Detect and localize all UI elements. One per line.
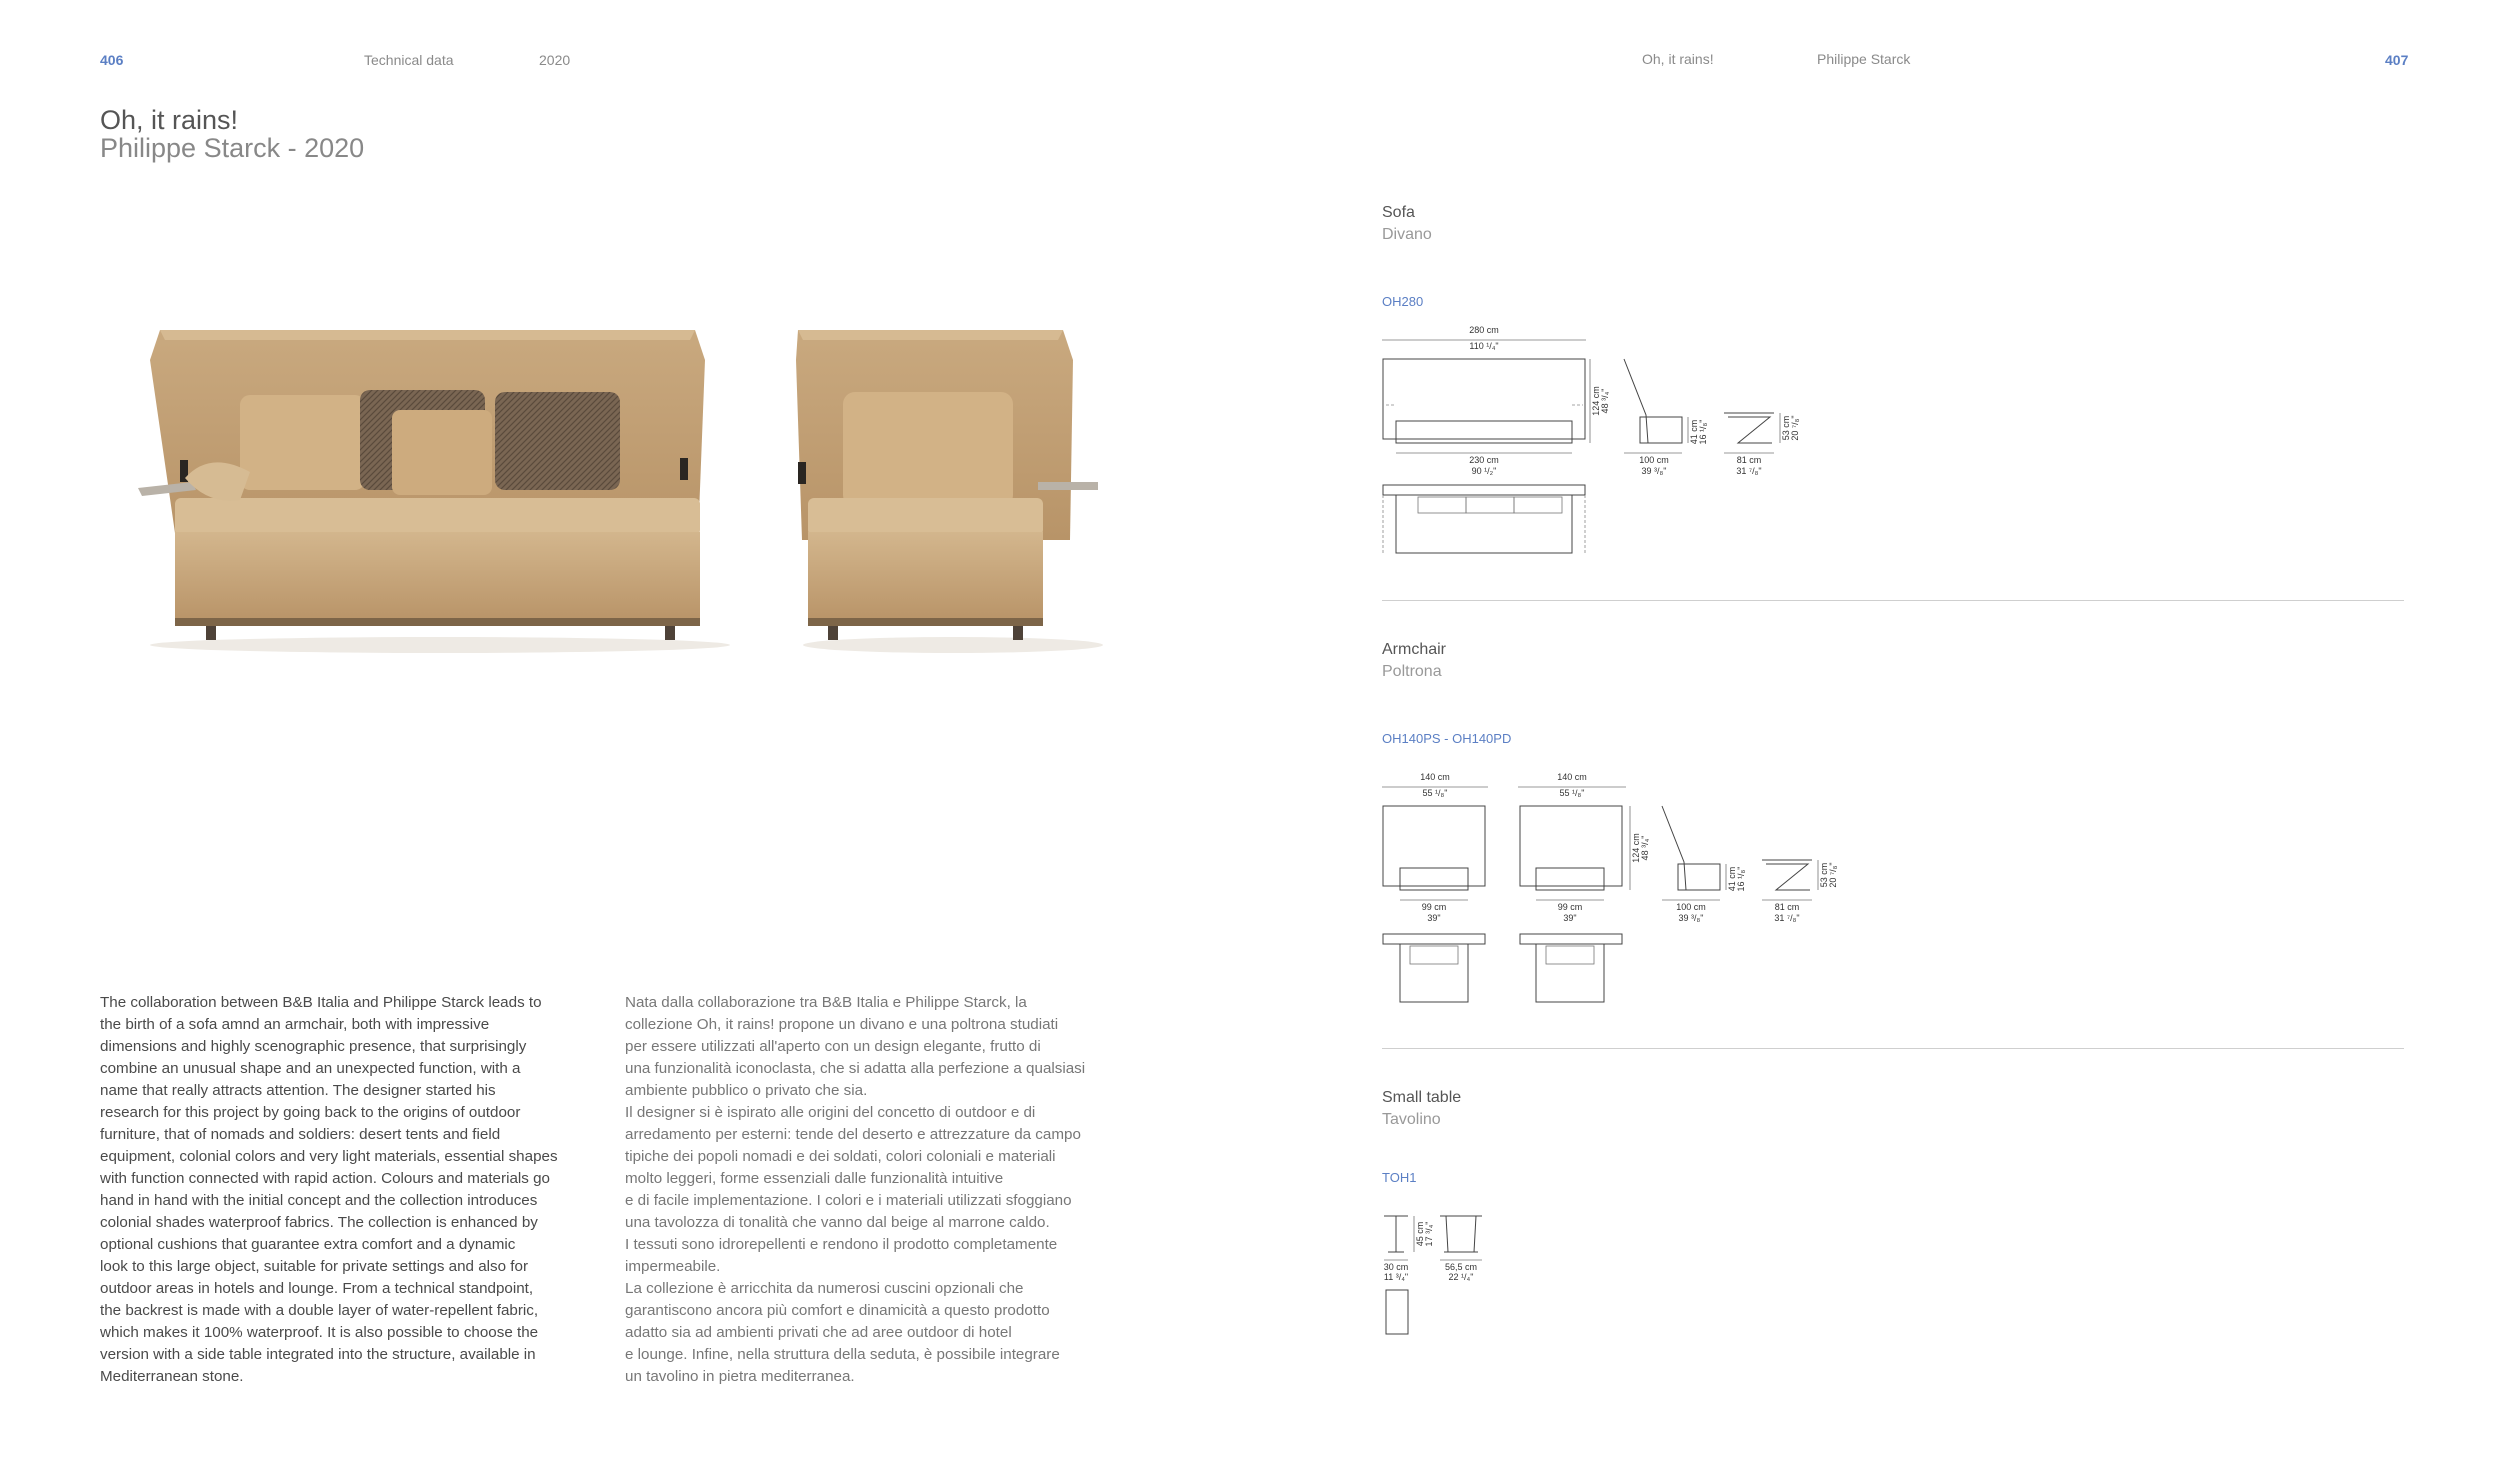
page-subtitle: Philippe Starck - 2020	[100, 133, 365, 163]
dim-label: 39 ³/₈"	[1678, 913, 1704, 923]
dim-label: 55 ¹/₈"	[1559, 788, 1585, 798]
section-title-sofa: Sofa	[1382, 204, 1415, 221]
dim-label: 20 ⁷/₈"	[1790, 415, 1800, 441]
section-title-small-table: Small table	[1382, 1089, 1462, 1106]
dim-label: 124 cm	[1591, 386, 1601, 416]
product-code-sofa: OH280	[1382, 294, 1424, 309]
section-subtitle-armchair: Poltrona	[1382, 663, 1442, 680]
dim-label: 124 cm	[1631, 833, 1641, 863]
dim-label: 41 cm	[1689, 419, 1699, 445]
page-number-left: 406	[100, 52, 124, 68]
dim-label: 90 ¹/₂"	[1471, 466, 1497, 476]
dim-label: 39"	[1563, 913, 1577, 923]
header-year: 2020	[539, 52, 571, 68]
section-subtitle-small-table: Tavolino	[1382, 1111, 1441, 1128]
dim-label: 16 ¹/₈"	[1736, 866, 1746, 892]
page-title: Oh, it rains!	[100, 105, 239, 135]
dim-label: 11 ³/₄"	[1383, 1272, 1409, 1282]
dim-label: 140 cm	[1420, 772, 1450, 782]
dim-label: 16 ¹/₈"	[1698, 419, 1708, 445]
dim-label: 81 cm	[1736, 455, 1762, 465]
section-divider	[1382, 1048, 2404, 1049]
dim-label: 100 cm	[1676, 902, 1706, 912]
sofa-technical-drawing	[1378, 325, 1838, 560]
running-header-left: Technical data	[364, 52, 454, 68]
dim-label: 99 cm	[1557, 902, 1583, 912]
dim-label: 55 ¹/₈"	[1422, 788, 1448, 798]
running-header-right: Oh, it rains!	[1642, 51, 1714, 67]
dim-label: 45 cm	[1415, 1221, 1425, 1247]
description-english: The collaboration between B&B Italia and Philippe Starck leads to the birth of a sofa amnd an armchair, both with impressive dimensions and highly scenographic presence, that surprisingly combine an unusual shape and an unexpected function, with a name that really attracts attention. The designer started his research for this project by going back to the origins of outdoor furniture, that of nomads and soldiers: desert tents and field equipment, colonial colors and very light materials, essential shapes with function connected with rapid action. Colours and materials go hand in hand with the initial concept and the collection introduces colonial shades waterproof fabrics. The collection is enhanced by optional cushions that guarantee extra comfort and a dynamic look to this large object, suitable for private settings and also for outdoor areas in hotels and lounge. From a technical standpoint, the backrest is made with a double layer of water-repellent fabric, which makes it 100% waterproof. It is also possible to choose the version with a side table integrated into the structure, available in Mediterranean stone.	[100, 994, 558, 1385]
dim-label: 56,5 cm	[1444, 1262, 1478, 1272]
dim-label: 48 ³/₄"	[1600, 388, 1610, 414]
dim-label: 81 cm	[1774, 902, 1800, 912]
dim-label: 31 ⁷/₈"	[1774, 913, 1800, 923]
product-code-armchair: OH140PS - OH140PD	[1382, 731, 1512, 746]
dim-label: 39 ³/₈"	[1641, 466, 1667, 476]
dim-label: 17 ³/₄"	[1424, 1221, 1434, 1247]
armchair-photo	[788, 300, 1118, 660]
dim-label: 99 cm	[1421, 902, 1447, 912]
dim-label: 22 ¹/₄"	[1448, 1272, 1474, 1282]
dim-label: 30 cm	[1383, 1262, 1409, 1272]
dim-label: 41 cm	[1727, 866, 1737, 892]
description-italian: Nata dalla collaborazione tra B&B Italia e Philippe Starck, la collezione Oh, it rains! propone un divano e una poltrona studiati per essere utilizzati all'aperto con un design elegante, frutto di una funzionalità iconoclasta, che si adatta alla perfezione a qualsiasi ambiente pubblico o privato che sia. Il designer si è ispirato alle origini del concetto di outdoor e di arredamento per esterni: tende del deserto e attrezzature da campo tipiche dei popoli nomadi e dei soldati, colori coloniali e materiali molto leggeri, forme essenziali dalle funzionalità intuitive e di facile implementazione. I colori e i materiali utilizzati sfoggiano una tavolozza di tonalità che vanno dal beige al marrone caldo. I tessuti sono idrorepellenti e rendono il prodotto completamente impermeabile. La collezione è arricchita da numerosi cuscini opzionali che garantiscono ancora più comfort e dinamicità a questo prodotto adatto sia ad ambienti privati che ad aree outdoor di hotel e lounge. Infine, nella struttura della seduta, è possibile integrare un tavolino in pietra mediterranea.	[625, 994, 1086, 1385]
sofa-photo	[120, 300, 760, 660]
dim-label: 31 ⁷/₈"	[1736, 466, 1762, 476]
dim-label: 53 cm	[1819, 862, 1829, 888]
page-number-right: 407	[2385, 52, 2409, 68]
dim-label: 110 ¹/₄"	[1469, 341, 1499, 351]
header-designer: Philippe Starck	[1817, 51, 1911, 67]
dim-label: 39"	[1427, 913, 1441, 923]
dim-label: 48 ³/₄"	[1640, 835, 1650, 861]
armchair-technical-drawing	[1378, 772, 1878, 1012]
small-table-technical-drawing	[1378, 1210, 1518, 1340]
dim-label: 280 cm	[1469, 325, 1499, 335]
section-divider	[1382, 600, 2404, 601]
section-title-armchair: Armchair	[1382, 641, 1447, 658]
dim-label: 100 cm	[1639, 455, 1669, 465]
section-subtitle-sofa: Divano	[1382, 226, 1432, 243]
dim-label: 20 ⁷/₈"	[1828, 862, 1838, 888]
dim-label: 53 cm	[1781, 415, 1791, 441]
dim-label: 230 cm	[1469, 455, 1499, 465]
dim-label: 140 cm	[1557, 772, 1587, 782]
product-code-small-table: TOH1	[1382, 1170, 1417, 1185]
